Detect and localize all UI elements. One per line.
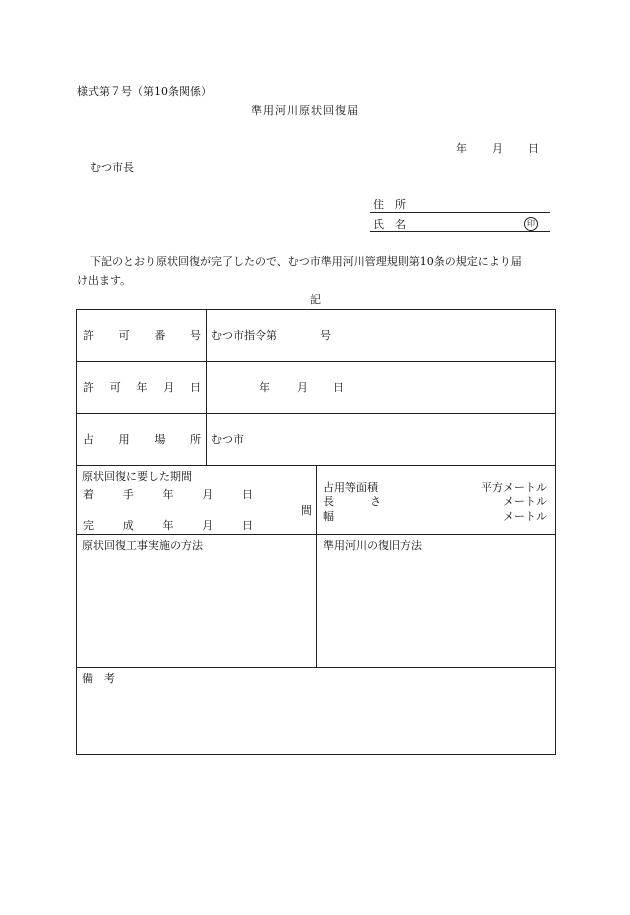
label-char: 所: [189, 433, 201, 446]
column-divider: [206, 310, 207, 465]
label-char: 場: [154, 433, 166, 446]
permit-date-month: 月: [297, 381, 308, 394]
label-char: 占: [83, 433, 94, 446]
area-label: 占用等面積: [323, 481, 378, 494]
name-underline: [370, 231, 550, 232]
occupancy-place-label: [83, 434, 201, 445]
label-char: 日: [242, 519, 253, 532]
note-heading: 記: [310, 293, 321, 306]
address-underline: [370, 212, 550, 213]
date-year-label: 年: [456, 142, 467, 155]
permit-date-year: 年: [259, 381, 270, 394]
construction-method-label: 原状回復工事実施の方法: [82, 539, 203, 552]
label-char: 可: [118, 329, 130, 342]
label-char: 着: [83, 488, 94, 501]
length-unit: メートル: [503, 495, 547, 508]
label-char: 番: [154, 329, 166, 342]
row-divider: [77, 413, 555, 414]
label-char: 手: [122, 488, 134, 501]
remarks-label: 備 考: [82, 672, 115, 685]
name-label: 氏 名: [373, 218, 406, 231]
date-day-label: 日: [528, 142, 539, 155]
seal-mark: 印: [524, 217, 538, 231]
body-text-line-1: 下記のとおり原状回復が完了したので、むつ市準用河川管理規則第10条の規定により届: [90, 255, 522, 268]
permit-number-label: [83, 330, 201, 341]
label-char: 年: [136, 381, 148, 394]
period-unit: 間: [301, 504, 312, 517]
label-char: さ: [370, 495, 381, 508]
date-month-label: 月: [492, 142, 503, 155]
row-divider: [77, 667, 555, 668]
width-unit: メートル: [503, 510, 547, 523]
addressee: むつ市長: [90, 161, 134, 174]
end-date-label: [83, 520, 253, 531]
label-char: 用: [118, 433, 130, 446]
label-char: 許: [83, 329, 94, 342]
label-char: 許: [83, 381, 94, 394]
form-table: [76, 309, 556, 755]
form-title: 準用河川原状回復届: [251, 104, 359, 117]
restoration-period-label: 原状回復に要した期間: [82, 470, 192, 483]
label-char: 長: [323, 495, 334, 508]
river-restoration-label: 準用河川の復旧方法: [323, 539, 422, 552]
area-unit: 平方メートル: [481, 481, 547, 494]
permit-date-label: [83, 382, 201, 393]
label-char: 月: [202, 488, 214, 501]
label-char: 可: [109, 381, 121, 394]
start-date-label: [83, 489, 253, 500]
label-char: 日: [242, 488, 253, 501]
label-char: 成: [122, 519, 134, 532]
label-char: 完: [83, 519, 94, 532]
occupancy-place-value: むつ市: [211, 433, 244, 446]
label-char: 年: [162, 519, 174, 532]
width-label: 幅: [323, 510, 334, 523]
permit-date-day: 日: [333, 381, 344, 394]
label-char: 日: [190, 381, 201, 394]
label-char: 年: [162, 488, 174, 501]
label-char: 号: [189, 329, 201, 342]
permit-number-suffix: 号: [320, 329, 331, 342]
permit-number-prefix: むつ市指令第: [211, 329, 277, 342]
column-divider: [316, 465, 317, 667]
label-char: 月: [202, 519, 214, 532]
address-label: 住 所: [373, 198, 406, 211]
body-text-line-2: け出ます。: [77, 274, 132, 287]
label-char: 月: [163, 381, 175, 394]
length-label: [323, 496, 381, 507]
row-divider: [77, 361, 555, 362]
form-number: 様式第７号（第10条関係）: [77, 85, 212, 98]
